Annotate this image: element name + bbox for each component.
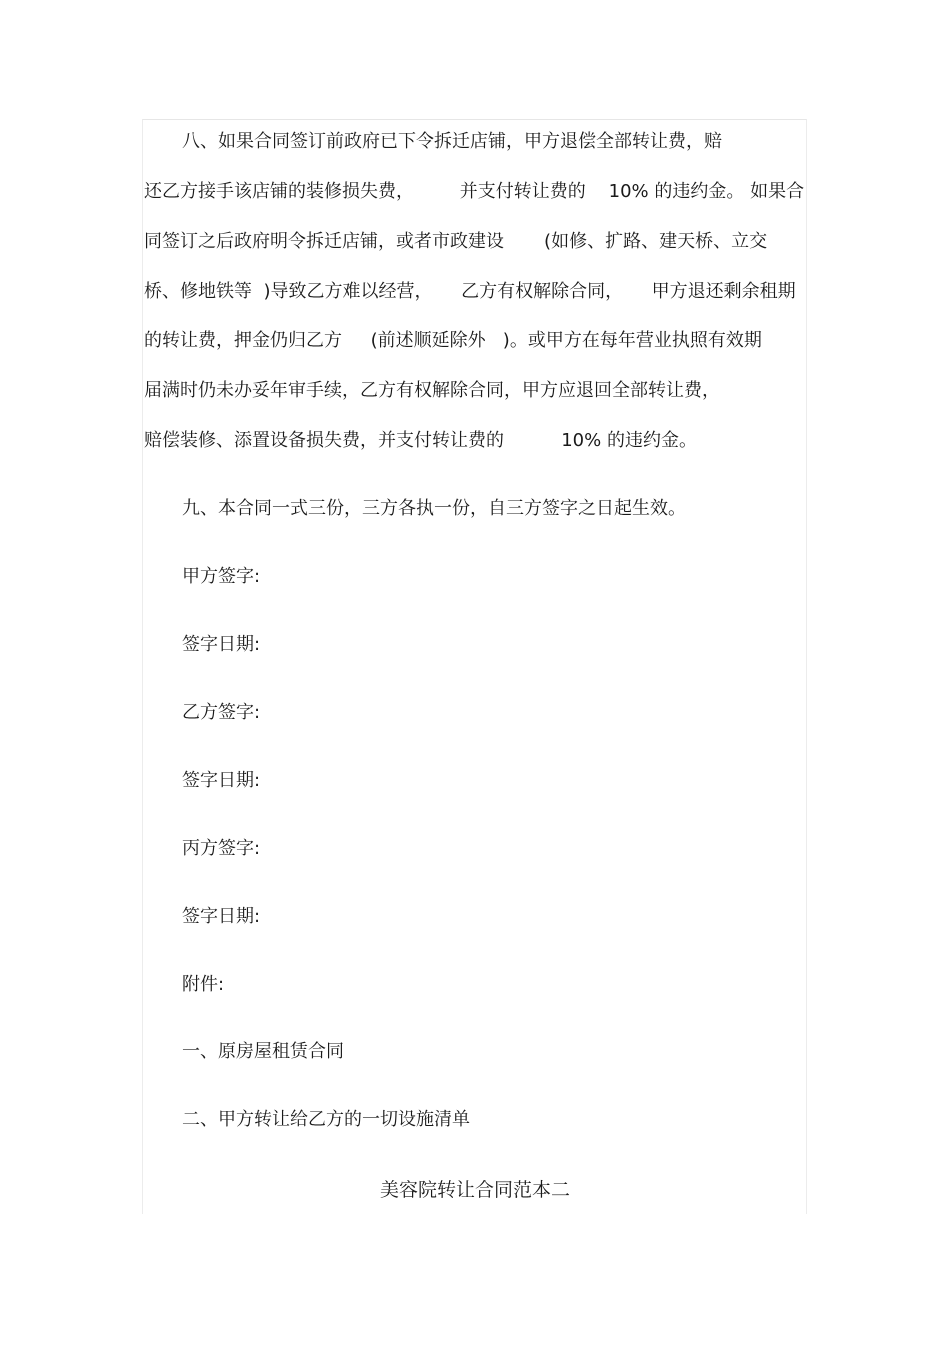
clause-eight-line-4: 桥、修地铁等 )导致乙方难以经营， 乙方有权解除合同， 甲方退还剩余租期 [144,281,796,302]
attachment-item-2: 二、甲方转让给乙方的一切设施清单 [182,1109,470,1130]
clause-eight-line-1: 八、如果合同签订前政府已下令拆迁店铺，甲方退偿全部转让费，赔 [182,131,722,152]
party-a-signature-label: 甲方签字: [182,566,261,587]
next-contract-title: 美容院转让合同范本二 [379,1179,570,1201]
clause-eight-line-6: 届满时仍未办妥年审手续，乙方有权解除合同，甲方应退回全部转让费， [144,380,720,401]
party-c-signature-label: 丙方签字: [182,838,261,859]
clause-eight-line-5: 的转让费，押金仍归乙方 (前述顺延除外 )。或甲方在每年营业执照有效期 [144,330,762,351]
attachments-heading: 附件: [182,974,225,995]
party-a-date-label: 签字日期: [182,634,261,655]
party-b-signature-label: 乙方签字: [182,702,261,723]
party-c-date-label: 签字日期: [182,906,261,927]
clause-eight-line-2: 还乙方接手该店铺的装修损失费， 并支付转让费的 10% 的违约金。 如果合 [144,181,805,202]
clause-eight-line-7: 赔偿装修、添置设备损失费，并支付转让费的 10% 的违约金。 [144,430,697,451]
attachment-item-1: 一、原房屋租赁合同 [182,1041,344,1062]
party-b-date-label: 签字日期: [182,770,261,791]
clause-nine: 九、本合同一式三份，三方各执一份，自三方签字之日起生效。 [182,498,686,519]
clause-eight-line-3: 同签订之后政府明令拆迁店铺，或者市政建设 (如修、扩路、建天桥、立交 [144,231,768,252]
